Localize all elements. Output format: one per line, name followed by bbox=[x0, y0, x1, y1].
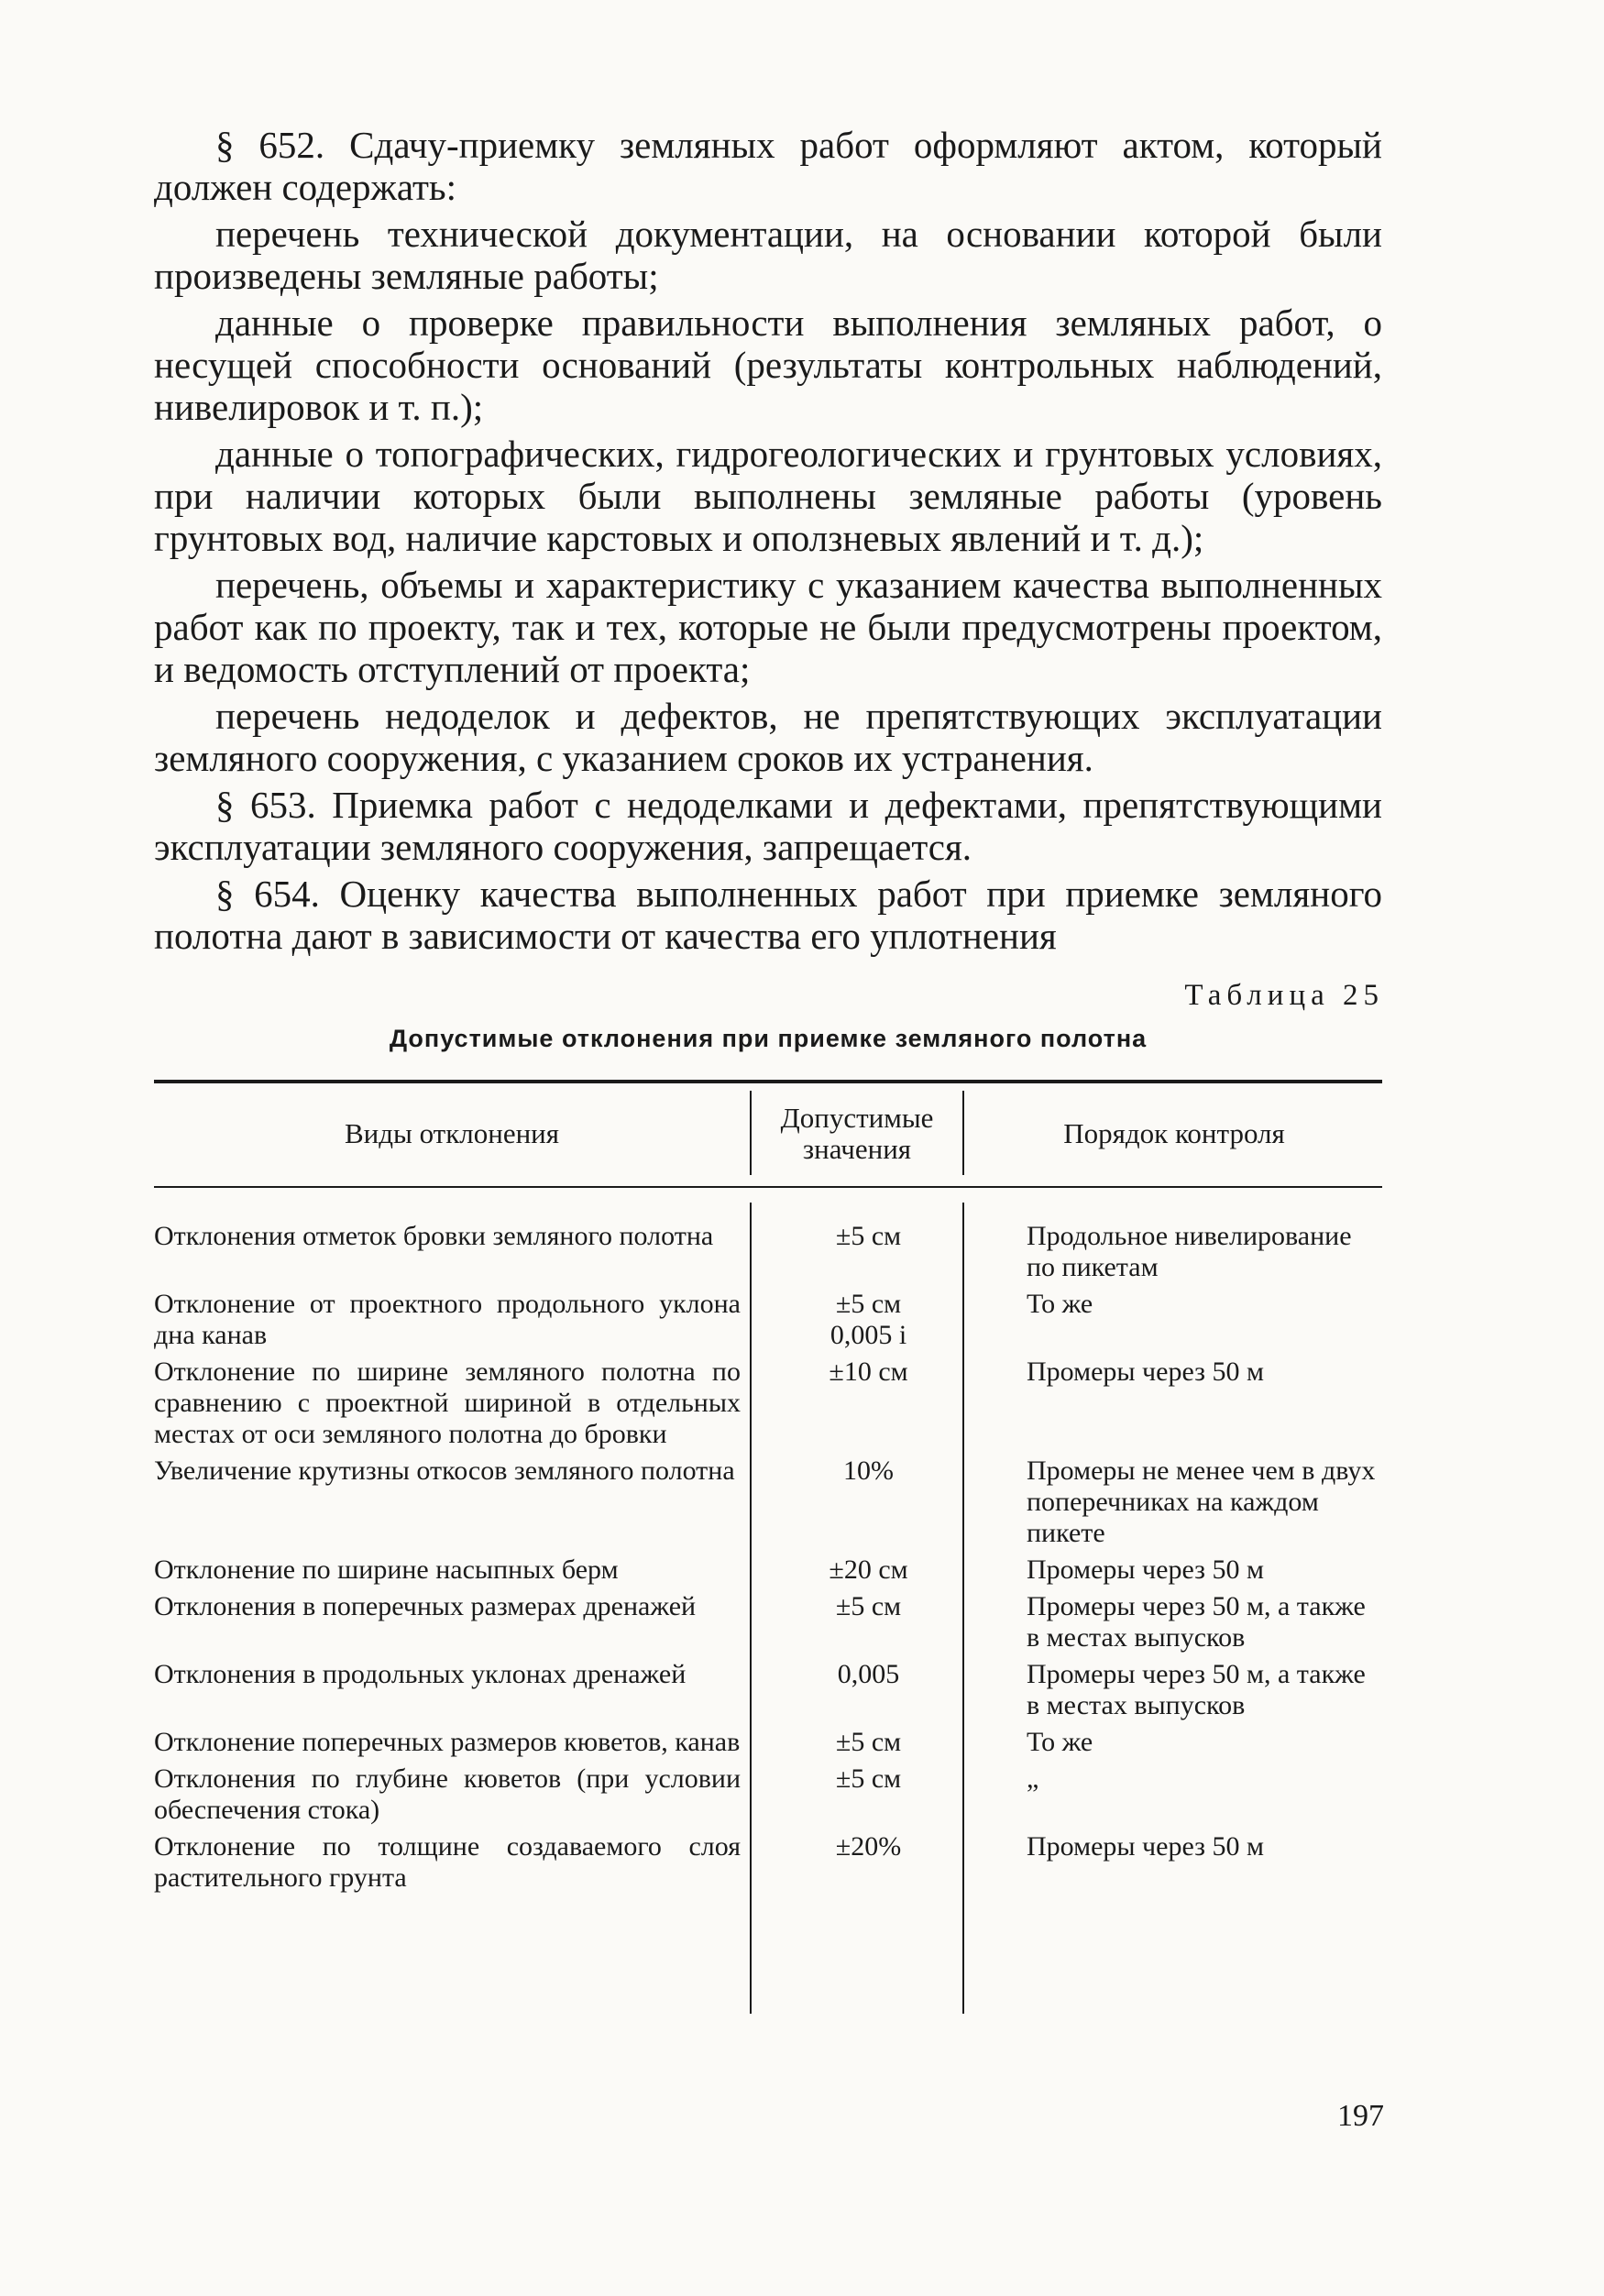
paragraph: § 654. Оценку качества выполненных работ при приемке земляного полотна дают в зависимости от качества его уплотнения bbox=[154, 873, 1382, 957]
allowed-value-cell: 10% bbox=[843, 1456, 894, 1486]
table-row bbox=[154, 1289, 1382, 1357]
table-label: Таблица 25 bbox=[1184, 979, 1384, 1012]
allowed-value-cell: 0,005 bbox=[837, 1659, 900, 1689]
table-row bbox=[154, 1554, 1382, 1591]
control-method-cell: Промеры через 50 м bbox=[1027, 1357, 1264, 1387]
paragraph: данные о топографических, гидрогеологических и грунтовых условиях, при наличии которых были выполнены земляные работы (уровень грунтовых вод, наличие карстовых и оползневых явлений и т. д.); bbox=[154, 433, 1382, 559]
body-text bbox=[154, 124, 1382, 961]
header-column-divider bbox=[962, 1091, 964, 1175]
table-row bbox=[154, 1591, 1382, 1659]
paragraph: § 653. Приемка работ с недоделками и дефектами, препятствующими эксплуатации земляного сооружения, запрещается. bbox=[154, 784, 1382, 868]
allowed-value-cell: ±5 см bbox=[835, 1763, 902, 1794]
allowed-value-cell: ±5 см bbox=[835, 1221, 902, 1251]
paragraph: данные о проверке правильности выполнения земляных работ, о несущей способности оснований (результаты контрольных наблюдений, нивелировок и т. п.); bbox=[154, 302, 1382, 428]
table-row bbox=[154, 1221, 1382, 1289]
deviation-type-cell: Отклонение поперечных размеров кюветов, канав bbox=[154, 1727, 741, 1757]
tolerance-table bbox=[154, 1221, 1382, 1899]
control-method-cell: Промеры через 50 м bbox=[1027, 1831, 1264, 1862]
table-title: Допустимые отклонения при приемке земляного полотна bbox=[389, 1025, 1148, 1052]
table-row bbox=[154, 1831, 1382, 1899]
allowed-value-cell: ±5 см 0,005 i bbox=[829, 1289, 907, 1350]
control-method-cell: Промеры через 50 м, а также в местах выпусков bbox=[1027, 1591, 1366, 1653]
allowed-value-cell: ±5 см bbox=[835, 1591, 902, 1621]
table-row bbox=[154, 1357, 1382, 1456]
table-header-rule bbox=[154, 1186, 1382, 1188]
control-method-cell: Продольное нивелирование по пикетам bbox=[1027, 1221, 1352, 1282]
paragraph: § 652. Сдачу-приемку земляных работ оформляют актом, который должен содержать: bbox=[154, 124, 1382, 208]
paragraph: перечень, объемы и характеристику с указанием качества выполненных работ как по проекту, так и тех, которые не были предусмотрены проектом, и ведомость отступлений от проекта; bbox=[154, 564, 1382, 690]
deviation-type-cell: Отклонения отметок бровки земляного полотна bbox=[154, 1221, 714, 1251]
control-method-cell: То же bbox=[1027, 1727, 1093, 1757]
table-row bbox=[154, 1727, 1382, 1763]
deviation-type-cell: Отклонение от проектного продольного уклона дна канав bbox=[154, 1289, 741, 1350]
allowed-value-cell: ±10 см bbox=[829, 1357, 908, 1387]
control-method-cell: „ bbox=[1027, 1763, 1039, 1794]
deviation-type-cell: Отклонения в продольных уклонах дренажей bbox=[154, 1659, 687, 1689]
header-values: Допустимые значения bbox=[780, 1102, 934, 1165]
allowed-value-cell: ±5 см bbox=[835, 1727, 902, 1757]
table-row bbox=[154, 1763, 1382, 1831]
header-column-divider bbox=[750, 1091, 752, 1175]
allowed-value-cell: ±20% bbox=[835, 1831, 902, 1862]
table-top-rule bbox=[154, 1080, 1382, 1083]
header-types: Виды отклонения bbox=[344, 1117, 560, 1149]
deviation-type-cell: Отклонения в поперечных размерах дренажей bbox=[154, 1591, 697, 1621]
deviation-type-cell: Отклонение по ширине земляного полотна по сравнению с проектной шириной в отдельных местах от оси земляного полотна до бровки bbox=[154, 1357, 741, 1449]
deviation-type-cell: Отклонение по толщине создаваемого слоя растительного грунта bbox=[154, 1831, 741, 1893]
control-method-cell: То же bbox=[1027, 1289, 1093, 1319]
deviation-type-cell: Отклонение по ширине насыпных берм bbox=[154, 1554, 619, 1585]
table-row bbox=[154, 1456, 1382, 1554]
allowed-value-cell: ±20 см bbox=[829, 1554, 908, 1585]
control-method-cell: Промеры через 50 м, а также в местах выпусков bbox=[1027, 1659, 1366, 1720]
paragraph: перечень технической документации, на основании которой были произведены земляные работы; bbox=[154, 213, 1382, 297]
control-method-cell: Промеры через 50 м bbox=[1027, 1554, 1264, 1585]
deviation-type-cell: Увеличение крутизны откосов земляного полотна bbox=[154, 1456, 735, 1486]
control-method-cell: Промеры не менее чем в двух поперечниках на каждом пикете bbox=[1027, 1456, 1376, 1548]
paragraph: перечень недоделок и дефектов, не препятствующих эксплуатации земляного сооружения, с указанием сроков их устранения. bbox=[154, 695, 1382, 779]
deviation-type-cell: Отклонения по глубине кюветов (при условии обеспечения стока) bbox=[154, 1763, 741, 1825]
table-row bbox=[154, 1659, 1382, 1727]
header-control: Порядок контроля bbox=[1063, 1117, 1285, 1149]
page-number: 197 bbox=[1337, 2099, 1384, 2133]
